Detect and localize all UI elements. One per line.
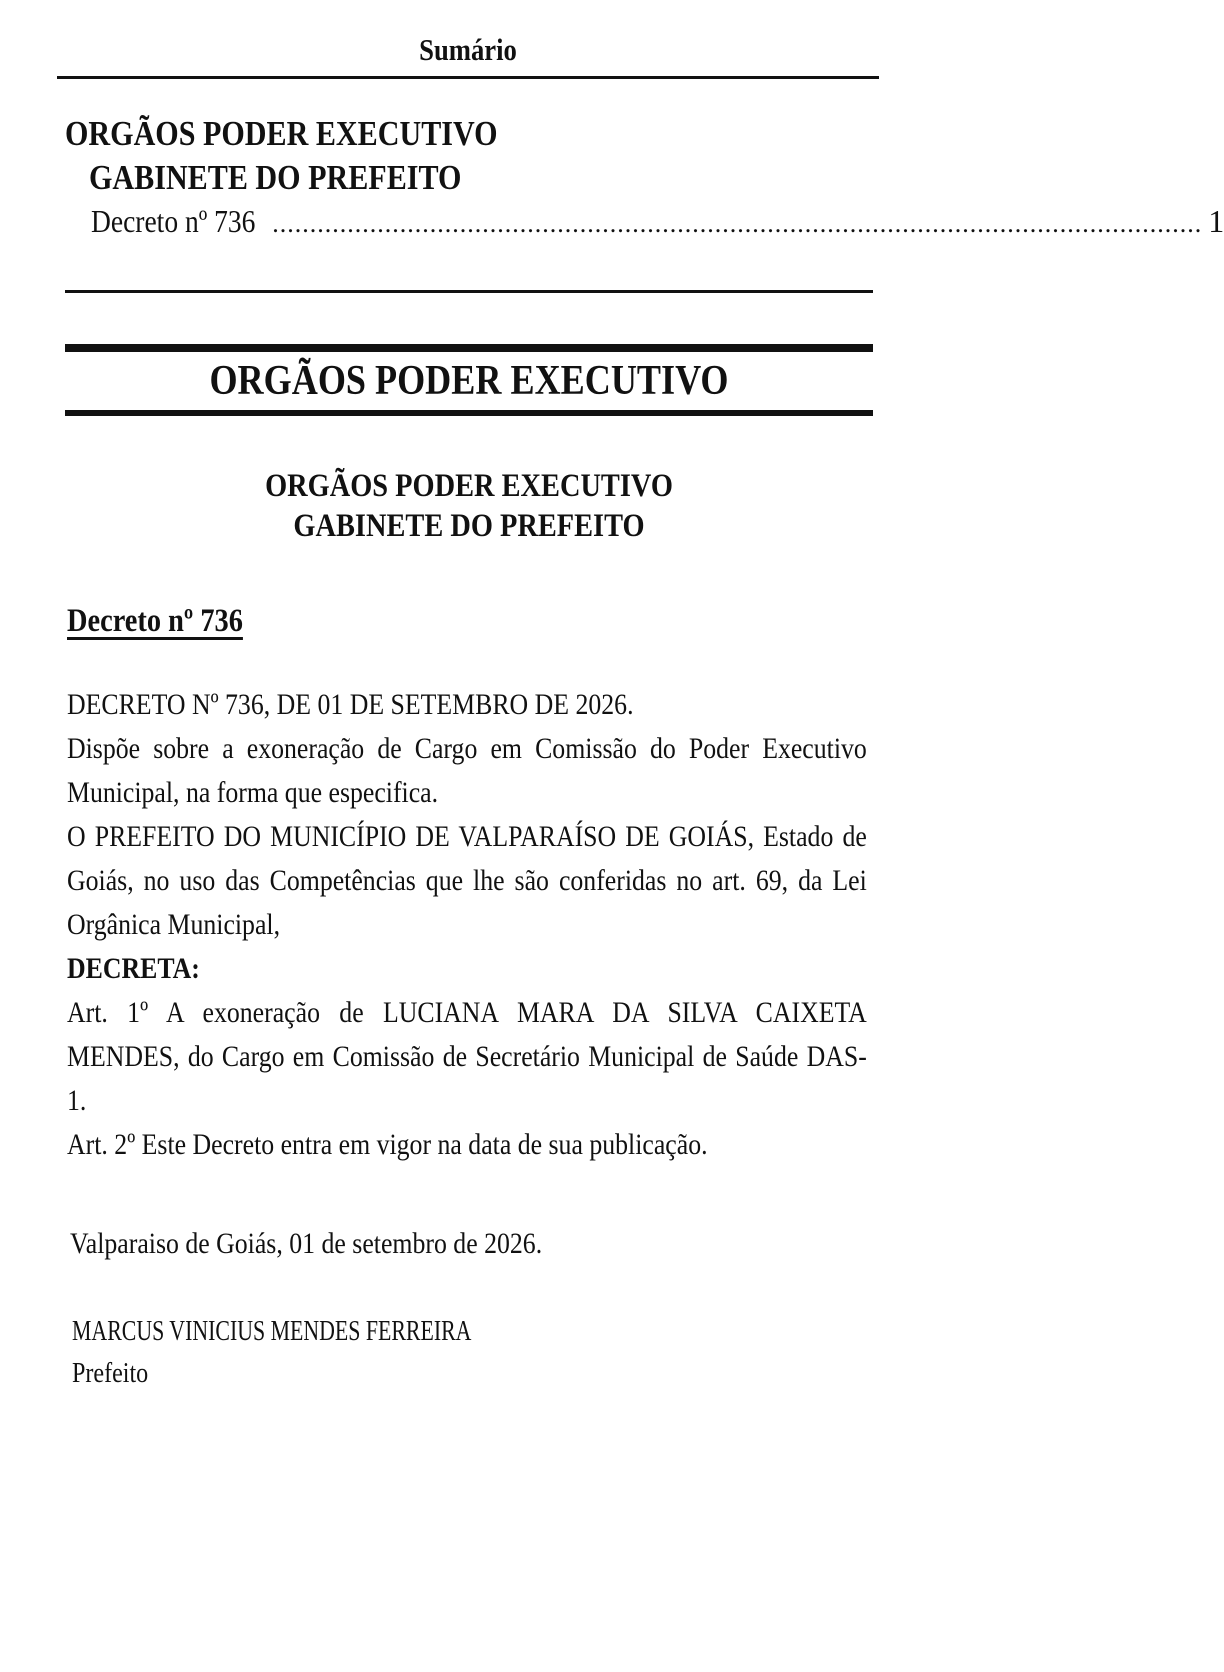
decree-article-1: Art. 1º A exoneração de LUCIANA MARA DA SILVA CAIXETA MENDES, do Cargo em Comissão de Secretário Municipal de Saúde DAS-1. xyxy=(67,996,867,1117)
toc-subsection-title: GABINETE DO PREFEITO xyxy=(89,158,462,197)
toc-entry-label: Decreto nº 736 xyxy=(91,203,256,239)
decree-article-2: Art. 2º Este Decreto entra em vigor na data de sua publicação. xyxy=(67,1128,708,1161)
decree-header-line: DECRETO Nº 736, DE 01 DE SETEMBRO DE 2026. xyxy=(67,688,634,721)
place-and-date: Valparaiso de Goiás, 01 de setembro de 2026. xyxy=(70,1227,543,1260)
decree-body xyxy=(67,683,867,1167)
decree-preamble-paragraph: O PREFEITO DO MUNICÍPIO DE VALPARAÍSO DE GOIÁS, Estado de Goiás, no uso das Competências que lhe são conferidas no art. 69, da Lei Orgânica Municipal, xyxy=(67,820,867,941)
toc-entry-decreto-736[interactable] xyxy=(91,200,1224,245)
section-heading-office: GABINETE DO PREFEITO xyxy=(293,508,645,544)
summary-end-rule xyxy=(65,290,873,293)
decree-summary-paragraph: Dispõe sobre a exoneração de Cargo em Comissão do Poder Executivo Municipal, na forma que especifica. xyxy=(67,732,867,809)
decree-decreta-label: DECRETA: xyxy=(67,952,200,985)
signer-role: Prefeito xyxy=(72,1358,149,1389)
summary-rule xyxy=(57,76,879,79)
band-bottom-rule xyxy=(65,410,873,416)
band-title: ORGÃOS PODER EXECUTIVO xyxy=(209,358,729,404)
summary-heading: Sumário xyxy=(419,32,517,67)
toc-section-title: ORGÃOS PODER EXECUTIVO xyxy=(65,114,498,153)
section-heading-organ: ORGÃOS PODER EXECUTIVO xyxy=(265,468,673,504)
toc-entry-leader-dots: ............................................................................................................................ xyxy=(272,209,1203,238)
band-top-rule xyxy=(65,344,873,352)
signer-name: MARCUS VINICIUS MENDES FERREIRA xyxy=(72,1316,472,1347)
toc-entry-page-number: 1 xyxy=(1208,203,1224,239)
decree-title: Decreto nº 736 xyxy=(67,603,243,639)
